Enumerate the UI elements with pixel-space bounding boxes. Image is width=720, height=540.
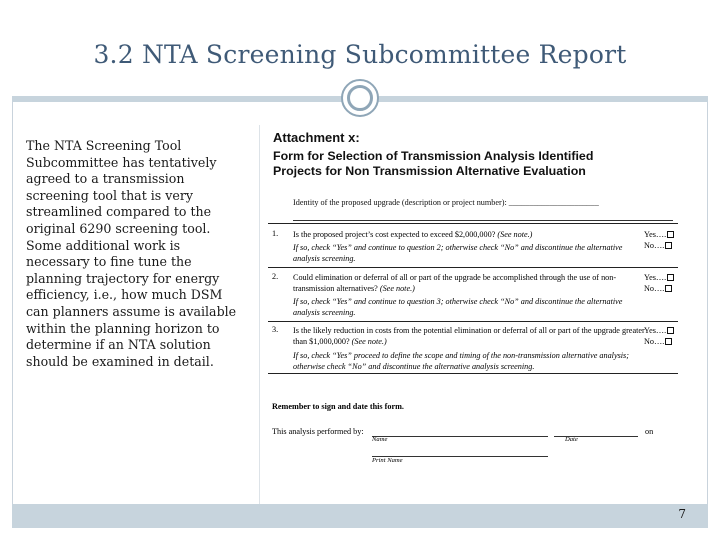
question-1-options	[644, 229, 674, 251]
question-3-text: Is the likely reduction in costs from the potential elimination or deferral of all or part of the upgrade greater than $1,000,000? (See note.)	[293, 326, 645, 346]
identity-line: Identity of the proposed upgrade (description or project number): ______________________	[293, 198, 599, 207]
yes-checkbox[interactable]	[667, 231, 674, 238]
name-caption: Name	[372, 436, 388, 443]
ring-emblem-icon	[341, 79, 379, 117]
question-2-text: Could elimination or deferral of all or part of the upgrade be accomplished through the use of non-transmission alternatives? (See note.)	[293, 273, 617, 293]
no-option[interactable]: No….	[644, 240, 674, 251]
yes-checkbox[interactable]	[667, 327, 674, 334]
question-2-instruction: If so, check “Yes” and continue to question 3; otherwise check “No” and discontinue the alternative analysis screening.	[293, 297, 623, 317]
question-3-options	[644, 325, 674, 347]
question-1-instruction: If so, check “Yes” and continue to question 2; otherwise check “No” and discontinue the alternative analysis screening.	[293, 243, 623, 263]
remember-note: Remember to sign and date this form.	[272, 402, 404, 411]
footer-band	[12, 504, 708, 528]
slide-body-text: The NTA Screening Tool Subcommittee has tentatively agreed to a transmission screening tool that is very streamlined compared to the original 6290 screening tool. Some additional work is necessary to fine tune the planning trajectory for energy efficiency, i.e., how much DSM can planners assume is available within the planning horizon to determine if an NTA solution should be examined in detail.	[26, 138, 237, 369]
form-image	[259, 125, 697, 505]
yes-option[interactable]: Yes….	[644, 325, 674, 336]
yes-option[interactable]: Yes….	[644, 229, 674, 240]
no-checkbox[interactable]	[665, 338, 672, 345]
print-name-caption: Print Name	[372, 457, 403, 464]
date-caption: Date	[565, 436, 578, 443]
performed-by-label: This analysis performed by:	[272, 427, 364, 436]
question-3-instruction: If so, check “Yes” proceed to define the scope and timing of the non-transmission alternative analysis; otherwise check “No” and discontinue the alternative analysis screening.	[293, 351, 629, 371]
no-checkbox[interactable]	[665, 242, 672, 249]
yes-checkbox[interactable]	[667, 274, 674, 281]
no-option[interactable]: No….	[644, 283, 674, 294]
name-signature-line[interactable]	[372, 436, 548, 437]
question-2-rule	[268, 321, 678, 322]
identity-rule	[293, 220, 673, 221]
page-number: 7	[678, 507, 686, 521]
attachment-label: Attachment x:	[273, 130, 360, 145]
question-2-options	[644, 272, 674, 294]
question-1-rule	[268, 267, 678, 268]
section-rule	[268, 223, 678, 224]
question-2-number: 2.	[272, 272, 279, 281]
question-3-number: 3.	[272, 325, 279, 334]
form-title: Form for Selection of Transmission Analysis Identified Projects for Non Transmission Alternative Evaluation	[273, 149, 594, 178]
slide-title: 3.2 NTA Screening Subcommittee Report	[93, 40, 627, 69]
yes-option[interactable]: Yes….	[644, 272, 674, 283]
question-1-text: Is the proposed project’s cost expected to exceed $2,000,000? (See note.)	[293, 230, 533, 239]
on-label: on	[645, 427, 654, 436]
question-3-rule	[268, 373, 678, 374]
no-option[interactable]: No….	[644, 336, 674, 347]
question-1-number: 1.	[272, 229, 279, 238]
no-checkbox[interactable]	[665, 285, 672, 292]
